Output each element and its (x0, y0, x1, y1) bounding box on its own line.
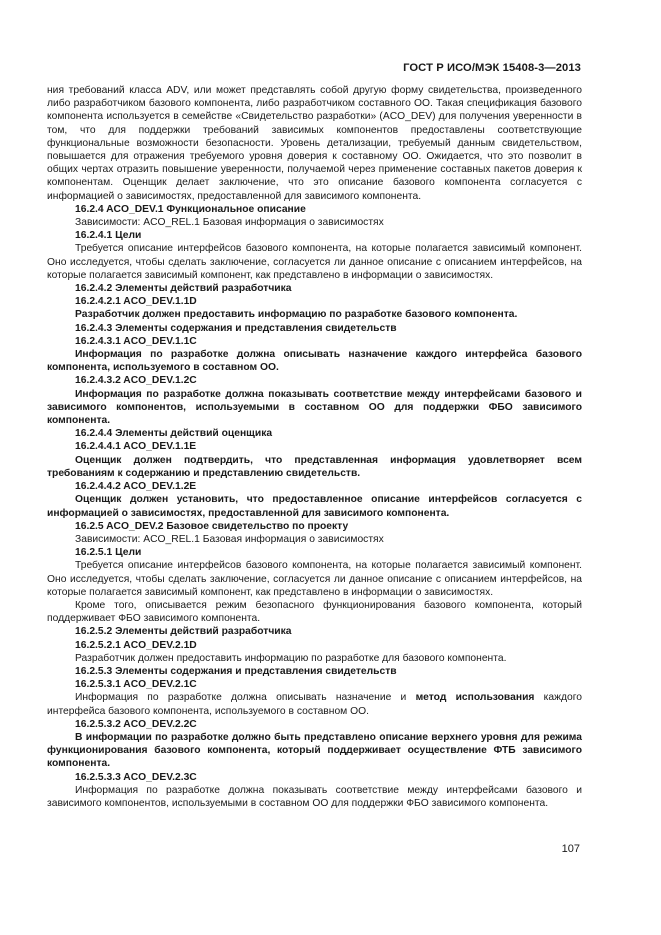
subsection-heading: 16.2.4.1 Цели (75, 230, 142, 242)
element-id: 16.2.5.3.2 ACO_DEV.2.2C (75, 718, 197, 730)
subsection-heading: 16.2.4.2 Элементы действий разработчика (75, 283, 292, 295)
requirement-text: Оценщик должен подтвердить, что представленная информация удовлетворяет всем требованиям к содержанию и представлению свидетельств. (47, 454, 582, 479)
body-paragraph: ния требований класса ADV, или может представлять собой другую форму свидетельства, произведенного либо разработчиком базового компонента, либо разработчиком составного ОО. Такая спецификация базового компонента используется в семействе «Свидетельство разработки» (ACO_DEV) для получения уверенности в том, что для поддержки требований зависимых компонентов предоставлены соответствующие функциональные возможности безопасности. Уровень детализации, требуемый данным свидетельством, повышается для отражения требуемого уровня доверия к составному ОО. Ожидается, что это позволит в общих чертах отразить повышение уверенности, получаемой через применение составных пакетов доверия к компонентам. Оценщик делает заключение, что это описание базового компонента согласуется с информацией о зависимостях, предоставленной для зависимого компонента. (47, 85, 582, 202)
requirement-text: Разработчик должен предоставить информацию по разработке базового компонента. (75, 309, 518, 321)
element-id: 16.2.4.2.1 ACO_DEV.1.1D (75, 296, 197, 308)
subsection-heading: 16.2.5.3 Элементы содержания и представления свидетельств (75, 665, 397, 677)
subsection-heading: 16.2.4.4 Элементы действий оценщика (75, 428, 273, 440)
requirement-text: Информация по разработке должна показывать соответствие между интерфейсами базового и зависимого компонентов, используемыми в составном ОО для поддержки ФБО зависимого компонента. (47, 388, 582, 427)
requirement-text-part: каждого интерфейса базового компонента, используемого в составном ОО. (47, 692, 582, 717)
element-id: 16.2.4.4.1 ACO_DEV.1.1E (75, 441, 197, 453)
requirement-text: В информации по разработке должно быть представлено описание верхнего уровня для режима функционирования базового компонента, который поддерживает осуществление ФТБ зависимого компонента. (47, 731, 582, 770)
section-heading: 16.2.5 ACO_DEV.2 Базовое свидетельство по проекту (75, 520, 349, 532)
element-id: 16.2.5.3.3 ACO_DEV.2.3C (75, 771, 197, 783)
requirement-text: Оценщик должен установить, что предоставленное описание интерфейсов согласуется с информацией о зависимостях, предоставленной для зависимого компонента. (47, 494, 582, 519)
element-id: 16.2.4.3.2 ACO_DEV.1.2C (75, 375, 197, 387)
requirement-text: Разработчик должен предоставить информацию по разработке для базового компонента. (75, 652, 507, 664)
element-id: 16.2.4.4.2 ACO_DEV.1.2E (75, 481, 197, 493)
document-header: ГОСТ Р ИСО/МЭК 15408-3—2013 (403, 62, 581, 74)
body-paragraph: Требуется описание интерфейсов базового компонента, на которые полагается зависимый компонент. Оно исследуется, чтобы сделать заключение, согласуется ли данное описание с описанием интерфейсов, на которые полагается зависимый компонент, как представлено в информации о зависимостях. (47, 243, 582, 281)
subsection-heading: 16.2.5.2 Элементы действий разработчика (75, 626, 292, 638)
body-paragraph: Кроме того, описывается режим безопасного функционирования базового компонента, который поддерживает ФБО зависимого компонента. (47, 599, 582, 625)
dependencies-line: Зависимости: ACO_REL.1 Базовая информация о зависимостях (75, 217, 384, 229)
dependencies-line: Зависимости: ACO_REL.1 Базовая информация о зависимостях (75, 533, 384, 545)
element-id: 16.2.5.3.1 ACO_DEV.2.1C (75, 679, 197, 691)
requirement-text-emphasis: метод использования (415, 692, 535, 704)
element-id: 16.2.5.2.1 ACO_DEV.2.1D (75, 639, 197, 651)
requirement-text (47, 691, 582, 717)
element-id: 16.2.4.3.1 ACO_DEV.1.1C (75, 335, 197, 347)
body-paragraph: Требуется описание интерфейсов базового компонента, на которые полагается зависимый компонент. Оно исследуется, чтобы сделать заключение, согласуется ли данное описание с описанием интерфейсов, на которые полагается зависимый компонент, как представлено в информации о зависимостях. (47, 560, 582, 598)
requirement-text: Информация по разработке должна описывать назначение каждого интерфейса базового компонента, используемого в составном ОО. (47, 349, 582, 374)
subsection-heading: 16.2.4.3 Элементы содержания и представления свидетельств (75, 322, 397, 334)
requirement-text: Информация по разработке должна показывать соответствие между интерфейсами базового и зависимого компонентов, используемыми в составном ОО для поддержки ФБО зависимого компонента. (47, 784, 582, 809)
page-number: 107 (561, 843, 580, 855)
document-body (47, 84, 582, 810)
requirement-text-part: Информация по разработке должна описывать назначение и (75, 692, 416, 704)
section-heading: 16.2.4 ACO_DEV.1 Функциональное описание (75, 203, 306, 215)
subsection-heading: 16.2.5.1 Цели (75, 547, 142, 559)
